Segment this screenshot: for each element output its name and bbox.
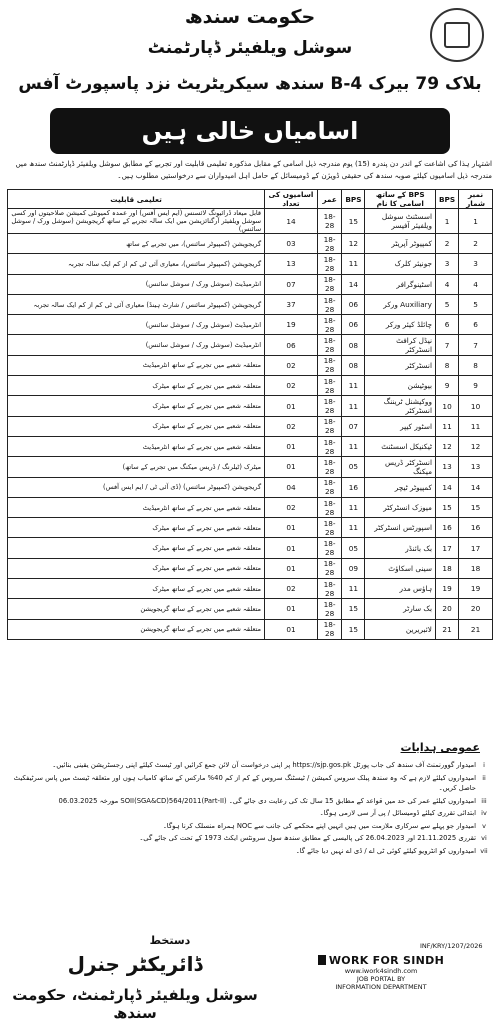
row-post: ہاؤس مدر [365,579,436,599]
row-qualification: متعلقہ شعبے میں تجربے کے ساتھ میٹرک [8,538,265,558]
row-number: 15 [459,497,493,517]
table-row [8,558,493,578]
row-post: انسٹرکٹر ڈریس میکنگ [365,457,436,477]
table-row [8,599,493,619]
row-age: 18-28 [317,274,341,294]
row-qualification: متعلقہ شعبے میں تجربے کے ساتھ گریجویشن [8,619,265,639]
row-age: 18-28 [317,497,341,517]
row-qualification: گریجویشن (کمپیوٹر سائنس) (ڈی آئی ٹی / ایم ایس آفس) [8,477,265,497]
row-qualification: انٹرمیڈیٹ (سوشل ورک / سوشل سائنس) [8,274,265,294]
instruction-item [10,846,492,857]
row-count: 02 [265,579,318,599]
table-row [8,416,493,436]
row-bps: 11 [342,254,365,274]
row-bps: 09 [342,558,365,578]
row-number: 14 [459,477,493,497]
row-qualification: انٹرمیڈیٹ (سوشل ورک / سوشل سائنس) [8,315,265,335]
row-post: Auxiliary ورکر [365,294,436,314]
row-bps: 11 [342,579,365,599]
col-header-number: نمبر شمار [459,190,493,209]
row-age: 18-28 [317,335,341,355]
row-bps: 07 [342,416,365,436]
row-number: 6 [459,315,493,335]
row-age: 18-28 [317,416,341,436]
table-row [8,497,493,517]
row-age: 18-28 [317,619,341,639]
i-icon [318,955,326,965]
row-qualification: میٹرک (ٹیلرنگ / ڈریس میکنگ میں تجربے کے ساتھ) [8,457,265,477]
row-number: 17 [459,538,493,558]
instruction-number: iii [481,796,487,805]
row-number: 9 [459,376,493,396]
row-bps: 05 [342,457,365,477]
table-row [8,234,493,254]
row-age: 18-28 [317,294,341,314]
row-age: 18-28 [317,315,341,335]
row-bps-index: 4 [435,274,458,294]
table-row [8,274,493,294]
row-bps: 11 [342,497,365,517]
row-qualification: متعلقہ شعبے میں تجربے کے ساتھ انٹرمیڈیٹ [8,436,265,456]
row-bps: 15 [342,619,365,639]
row-count: 01 [265,599,318,619]
col-header-qualification: تعلیمی قابلیت [8,190,265,209]
general-instructions-list [10,760,492,858]
row-post: بک سارٹر [365,599,436,619]
row-count: 02 [265,355,318,375]
department-title: سوشل ویلفیئر ڈپارٹمنٹ [147,38,353,58]
row-number: 16 [459,518,493,538]
instruction-number: ii [482,773,486,782]
row-number: 5 [459,294,493,314]
row-number: 8 [459,355,493,375]
row-age: 18-28 [317,254,341,274]
row-bps-index: 15 [435,497,458,517]
row-qualification: متعلقہ شعبے میں تجربے کے ساتھ میٹرک [8,579,265,599]
row-post: جونیئر کلرک [365,254,436,274]
row-bps-index: 20 [435,599,458,619]
information-department: INFORMATION DEPARTMENT [335,983,427,991]
row-age: 18-28 [317,355,341,375]
row-count: 02 [265,416,318,436]
row-bps-index: 9 [435,376,458,396]
row-post: کمپیوٹر آپریٹر [365,234,436,254]
row-bps-index: 5 [435,294,458,314]
col-header-age: عمر [317,190,341,209]
table-row [8,436,493,456]
row-number: 20 [459,599,493,619]
work-for-sindh-url[interactable]: www.iwork4sindh.com [344,967,418,975]
row-age: 18-28 [317,477,341,497]
row-post: ٹیکنیکل اسسٹنٹ [365,436,436,456]
row-number: 18 [459,558,493,578]
general-instructions-title: عمومی ہدایات [400,741,480,754]
row-age: 18-28 [317,558,341,578]
row-post: لائبریرین [365,619,436,639]
row-age: 18-28 [317,234,341,254]
row-qualification: متعلقہ شعبے میں تجربے کے ساتھ میٹرک [8,558,265,578]
instruction-item [10,808,492,819]
row-age: 18-28 [317,457,341,477]
table-row [8,376,493,396]
row-bps-index: 12 [435,436,458,456]
row-bps-index: 7 [435,335,458,355]
row-bps: 08 [342,335,365,355]
row-count: 01 [265,538,318,558]
row-bps-index: 11 [435,416,458,436]
instruction-text: امیدواروں کیلئے لازم ہے کہ وہ سندھ پبلک سروس کمیشن / ٹیسٹنگ سروس کے کم از کم 40% مارکس کے ساتھ کامیاب ہوں اور متعلقہ ٹیسٹ میں پاس سرٹیفکیٹ حاصل کریں۔ [13,773,476,792]
row-bps-index: 3 [435,254,458,274]
row-post: اسپورٹس انسٹرکٹر [365,518,436,538]
table-row [8,209,493,234]
col-header-post: BPS کے ساتھ اسامی کا نام [365,190,436,209]
intro-paragraph: اشتہار ہذا کی اشاعت کے اندر دن پندرہ (15) یوم مندرجہ ذیل اسامی کے مقابل مذکورہ تعلیمی قابلیت اور تجربے کے مطابق سوشل ویلفیئر ڈپارٹمنٹ سندھ میں مندرجہ ذیل اسامیوں کیلئے صوبہ سندھ کی حقیقی ڈویژن کے ڈومیسائل کے حامل اہل امیدواران سے درخواستیں مطلوب ہیں۔ [15,159,492,180]
row-post: بک بائنڈر [365,538,436,558]
row-number: 11 [459,416,493,436]
row-number: 7 [459,335,493,355]
table-row [8,579,493,599]
row-number: 19 [459,579,493,599]
row-post: سینی اسکاؤٹ [365,558,436,578]
row-count: 01 [265,518,318,538]
job-portal-by: JOB PORTAL BY [356,975,406,983]
row-number: 1 [459,209,493,234]
row-bps: 05 [342,538,365,558]
row-bps: 11 [342,518,365,538]
instruction-item [10,833,492,844]
row-bps: 12 [342,234,365,254]
instruction-number: iv [481,809,487,817]
table-header-row [8,190,493,209]
instruction-number: i [483,761,485,769]
signatory-department: سوشل ویلفیئر ڈپارٹمنٹ، حکومت سندھ [12,986,258,1022]
instruction-item [10,796,492,807]
row-qualification: گریجویشن (کمپیوٹر سائنس)، معیاری آئی ٹی کم از کم ایک سالہ تجربہ [8,254,265,274]
table-row [8,518,493,538]
row-bps: 11 [342,436,365,456]
row-post: کمپیوٹر ٹیچر [365,477,436,497]
instruction-text: امیدواروں کیلئے عمر کی حد میں قواعد کے مطابق 15 سال تک کی رعایت دی جائے گی۔ SOII(SGA&CD)564/2011(Part-II) مورخہ 06.03.2025 [58,796,476,805]
instruction-item [10,773,492,794]
row-number: 21 [459,619,493,639]
row-bps: 06 [342,294,365,314]
row-bps-index: 16 [435,518,458,538]
government-title: حکومت سندھ [184,6,316,28]
row-bps-index: 19 [435,579,458,599]
row-post: چائلڈ کیئر ورکر [365,315,436,335]
row-post: انسٹرکٹر [365,355,436,375]
row-bps: 11 [342,376,365,396]
row-bps-index: 14 [435,477,458,497]
row-count: 37 [265,294,318,314]
row-bps: 16 [342,477,365,497]
col-header-bps-index: BPS [435,190,458,209]
instruction-text: ابتدائی تقرری کیلئے ڈومیسائل / پی آر سی لازمی ہوگا۔ [319,809,476,817]
table-row [8,477,493,497]
signatory-title: ڈائریکٹر جنرل [67,952,203,976]
row-bps: 06 [342,315,365,335]
instruction-text: تقرری 21.11.2025 اور 26.04.2023 کی پالیسی کے مطابق سندھ سول سرونٹس ایکٹ 1973 کے تحت کی جائے گی۔ [139,834,476,842]
row-post: بیوٹیشن [365,376,436,396]
row-number: 12 [459,436,493,456]
row-count: 01 [265,619,318,639]
row-bps-index: 8 [435,355,458,375]
vacancies-table [7,189,493,640]
work-for-sindh-badge [296,954,466,991]
row-age: 18-28 [317,599,341,619]
table-row [8,396,493,416]
row-qualification: متعلقہ شعبے میں تجربے کے ساتھ گریجویشن [8,599,265,619]
row-count: 01 [265,558,318,578]
row-number: 4 [459,274,493,294]
row-bps-index: 17 [435,538,458,558]
signature-label: دستخط [149,934,191,947]
row-bps-index: 18 [435,558,458,578]
table-row [8,335,493,355]
row-count: 02 [265,376,318,396]
col-header-bps: BPS [342,190,365,209]
row-count: 04 [265,477,318,497]
table-row [8,294,493,314]
row-qualification: متعلقہ شعبے میں تجربے کے ساتھ میٹرک [8,416,265,436]
row-count: 07 [265,274,318,294]
row-number: 3 [459,254,493,274]
row-count: 06 [265,335,318,355]
row-post: اسٹور کیپر [365,416,436,436]
instruction-number: vii [480,846,488,855]
row-bps: 08 [342,355,365,375]
work-for-sindh-title: WORK FOR SINDH [296,954,466,967]
row-age: 18-28 [317,396,341,416]
row-bps-index: 13 [435,457,458,477]
row-age: 18-28 [317,538,341,558]
reference-number: INF/KRY/1207/2026 [420,942,483,950]
row-count: 03 [265,234,318,254]
table-row [8,538,493,558]
row-qualification: متعلقہ شعبے میں تجربے کے ساتھ میٹرک [8,376,265,396]
row-qualification: متعلقہ شعبے میں تجربے کے ساتھ میٹرک [8,396,265,416]
row-bps: 14 [342,274,365,294]
row-age: 18-28 [317,436,341,456]
row-qualification: متعلقہ شعبے میں تجربے کے ساتھ انٹرمیڈیٹ [8,355,265,375]
row-post: ووکیشنل ٹریننگ انسٹرکٹر [365,396,436,416]
row-bps: 11 [342,396,365,416]
row-age: 18-28 [317,376,341,396]
row-count: 13 [265,254,318,274]
table-row [8,315,493,335]
row-bps-index: 2 [435,234,458,254]
row-number: 2 [459,234,493,254]
table-row [8,355,493,375]
row-number: 10 [459,396,493,416]
row-post: میوزک انسٹرکٹر [365,497,436,517]
row-count: 02 [265,497,318,517]
row-post: اسسٹنٹ سوشل ویلفیئر آفیسر [365,209,436,234]
office-address: بلاک 79 بیرک B-4 سندھ سیکریٹریٹ نزد پاسپورٹ آفس [18,74,482,94]
instruction-text: امیدوار گوورنمنٹ آف سندھ کی جاب پورٹل https://sjp.gos.pk پر اپنی درخواست آن لائن جمع کرائیں اور ٹیسٹ کیلئے اپنی رجسٹریشن یقینی بنائیں۔ [52,761,476,769]
row-post: اسٹینوگرافر [365,274,436,294]
row-bps-index: 21 [435,619,458,639]
col-header-count: اسامیوں کی تعداد [265,190,318,209]
instruction-number: vi [481,834,487,842]
row-age: 18-28 [317,209,341,234]
table-row [8,457,493,477]
row-qualification: متعلقہ شعبے میں تجربے کے ساتھ میٹرک [8,518,265,538]
row-bps-index: 6 [435,315,458,335]
row-bps-index: 10 [435,396,458,416]
row-qualification: قابل میعاد ڈرائیونگ لائسنس (ایم ایس آفس) اور عمدہ کمیونٹی کمیشن صلاحیتوں اور کسی سوشل ویلفیئر آرگنائزیشن میں ایک سالہ تجربے کے ساتھ گریجویشن (سوشل ورک / سوشل سائنس) [8,209,265,234]
row-qualification: انٹرمیڈیٹ (سوشل ورک / سوشل سائنس) [8,335,265,355]
row-number: 13 [459,457,493,477]
row-qualification: گریجویشن (کمپیوٹر سائنس)، میں تجربے کے ساتھ [8,234,265,254]
row-count: 01 [265,396,318,416]
table-row [8,619,493,639]
row-count: 01 [265,457,318,477]
row-qualification: متعلقہ شعبے میں تجربے کے ساتھ انٹرمیڈیٹ [8,497,265,517]
instruction-number: v [482,821,486,830]
table-row [8,254,493,274]
instruction-item [10,821,492,832]
instruction-text: امیدواروں کو انٹرویو کیلئے کوئی ٹی اے / ڈی اے نہیں دیا جائے گا۔ [295,846,476,855]
row-bps-index: 1 [435,209,458,234]
row-age: 18-28 [317,518,341,538]
row-count: 14 [265,209,318,234]
instruction-item [10,760,492,771]
row-bps: 15 [342,209,365,234]
row-post: نیڈل کرافٹ انسٹرکٹر [365,335,436,355]
instruction-text: امیدوار جو پہلے سے سرکاری ملازمت میں ہیں انہیں اپنے محکمے کی جانب سے NOC ہمراہ منسلک کرنا ہوگا۔ [162,821,476,830]
vacancies-banner: اسامیاں خالی ہیں [50,108,450,154]
row-age: 18-28 [317,579,341,599]
row-qualification: گریجویشن (کمپیوٹر سائنس / شارٹ ہینڈ) معیاری آئی ٹی کم از کم ایک سالہ تجربہ [8,294,265,314]
row-count: 01 [265,436,318,456]
row-bps: 15 [342,599,365,619]
row-count: 19 [265,315,318,335]
